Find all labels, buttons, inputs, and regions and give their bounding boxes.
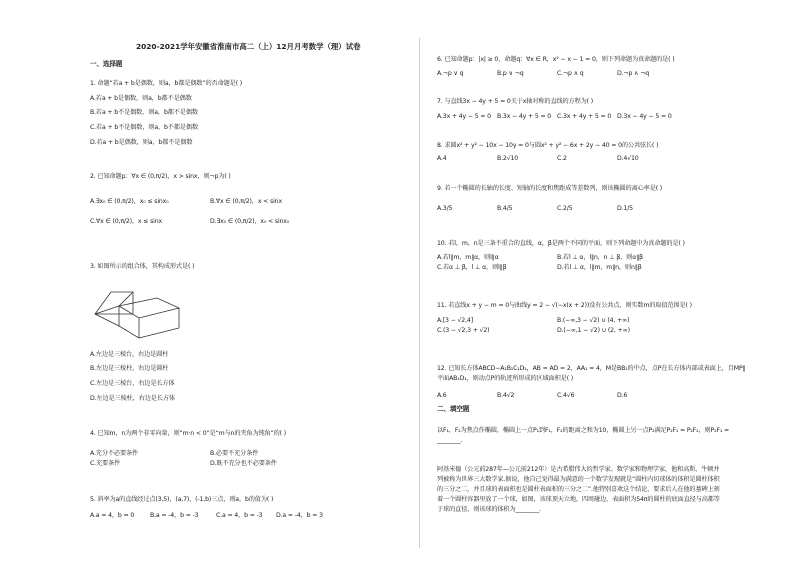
question-4-option-c: C.充要条件: [90, 460, 121, 467]
question-2-option-d: D.∃x₀ ∈ (0,π/2)，x₀ < sinx₀: [210, 218, 290, 225]
question-8-stem: 8. 求圆x² + y² − 10x − 10y = 0与圆x² + y² − 6x + 2y − 40 = 0的公共弦长( ): [437, 142, 659, 149]
question-12-option-a: A.6: [437, 392, 447, 399]
question-3-option-d: D.左边是三棱柱，右边是长方体: [90, 395, 175, 402]
question-9-option-b: B.4/5: [497, 205, 513, 212]
question-1-option-a: A.若a + b是偶数，则a，b都不是偶数: [90, 95, 192, 102]
question-6-stem: 6. 已知命题p：|x| ≥ 0，命题q：∀x ∈ R，x² − x − 1 = 0，则下列命题为真命题的是( ): [437, 56, 675, 63]
question-4-option-d: D.既不充分也不必要条件: [210, 460, 277, 467]
question-8-option-b: B.2√10: [497, 155, 519, 162]
question-12-option-c: C.4√6: [557, 392, 575, 399]
question-6-option-c: C.¬p ∧ q: [557, 70, 584, 77]
question-2-option-c: C.∀x ∈ (0,π/2)，x ≤ sinx: [90, 218, 163, 225]
question-12-option-b: B.4√2: [497, 392, 515, 399]
question-2-stem: 2. 已知命题p：∀x ∈ (0,π/2)，x > sinx，则¬p为( ): [90, 173, 231, 180]
question-1-option-d: D.若a + b是偶数，则a，b都不是偶数: [90, 139, 193, 146]
composite-solid-figure: [93, 278, 183, 340]
question-9-option-d: D.1/5: [617, 205, 633, 212]
question-5-option-d: D.a = -4，b = 3: [276, 512, 323, 519]
question-7-stem: 7. 与直线3x − 4y + 5 = 0关于x轴对称的直线的方程为( ): [437, 98, 594, 105]
question-6-option-b: B.p ∨ ¬q: [497, 70, 524, 77]
question-9-stem: 9. 若一个椭圆的长轴的长度、短轴的长度和焦距成等差数列，则该椭圆的离心率是( ): [437, 185, 663, 192]
question-5-stem: 5. 斜率为a的直线经过点(3,5)，(a,7)，(-1,b)三点，则a，b的值为( ): [90, 496, 274, 503]
question-7-option-d: D.3x − 4y − 5 = 0: [617, 113, 672, 120]
question-14-line-4: 着一个圆柱容器里放了一个球，如图，该球顶天立地，四周碰边，表面积为54π的圆柱的底面直径与高都等: [437, 496, 720, 503]
question-13-line-1: 以F₁，F₂为焦点作椭圆，椭圆上一点P₁到F₁，F₂的距离之和为10，椭圆上另一点P₂满足P₂F₁ = P₂F₂，则P₂F₁ =: [437, 427, 730, 434]
question-2-option-a: A.∃x₀ ∈ (0,π/2)，x₀ ≤ sinx₀: [90, 198, 169, 205]
question-11-option-d: D.(−∞,1 − √2) ∪ (2, +∞): [557, 327, 630, 334]
question-4-stem: 4. 已知m，n为两个非零向量，则“m·n < 0”是“m与n的夹角为钝角”的( ): [90, 430, 286, 437]
question-1-option-c: C.若a + b不是偶数，则a，b不都是偶数: [90, 124, 198, 131]
question-12-option-d: D.6: [617, 392, 628, 399]
question-3-stem: 3. 如图所示的组合体，其构成形式是( ): [90, 263, 195, 270]
question-10-option-b: B.若l ⊥ α，l∥n，n ⊥ β，则α∥β: [557, 254, 643, 261]
question-12-stem-line-2: 平面AB₁D₁，则动点P的轨迹所形成的区域面积是( ): [437, 375, 574, 382]
question-6-option-a: A.¬p ∨ q: [437, 70, 464, 77]
column-divider: [419, 38, 420, 548]
question-13-line-2: ________.: [437, 437, 463, 444]
question-2-option-b: B.∀x ∈ (0,π/2)，x < sinx: [210, 198, 282, 205]
question-9-option-c: C.2/5: [557, 205, 573, 212]
question-12-stem-line-1: 12. 已知长方体ABCD−A₁B₁C₁D₁，AB = AD = 2，AA₁ = 4，M是BB₁的中点，点P在长方体内部或表面上，且MP∥: [437, 365, 746, 372]
question-14-line-2: 列被称为世界三大数学家.据说，他自己觉得最为满意的一个数学发现就是“圆柱内切球体的体积是圆柱体积: [437, 476, 720, 483]
section-fill-heading: 二、填空题: [437, 405, 470, 413]
question-7-option-b: B.3x − 4y + 5 = 0: [497, 113, 552, 120]
question-11-stem: 11. 若直线x + y − m = 0与曲线y = 2 − √(−x(x + 2))没有公共点，则实数m的取值范围是( ): [437, 302, 692, 309]
question-8-option-c: C.2: [557, 155, 567, 162]
question-10-stem: 10. 若l，m，n是三条不重合的直线，α，β是两个不同的平面，则下列命题中为真命题的是( ): [437, 240, 685, 247]
question-10-option-c: C.若α ⊥ β，l ⊥ α，则l∥β: [437, 264, 507, 271]
question-3-option-b: B.左边是三棱柱，右边是圆柱: [90, 365, 169, 372]
question-8-option-a: A.4: [437, 155, 447, 162]
question-7-option-c: C.3x + 4y + 5 = 0: [557, 113, 612, 120]
page-title: 2020-2021学年安徽省淮南市高二（上）12月月考数学（理）试卷: [136, 42, 361, 51]
question-6-option-d: D.¬p ∧ ¬q: [617, 70, 650, 77]
question-11-option-a: A.[3 − √2,4]: [437, 317, 473, 324]
question-14-line-1: 阿基米德（公元前287年—公元前212年）是古希腊伟大的哲学家、数学家和物理学家，他和高斯、牛顿并: [437, 466, 720, 473]
question-5-option-b: B.a = -4，b = -3: [150, 512, 199, 519]
question-4-option-b: B.必要不充分条件: [210, 450, 259, 457]
question-14-line-5: 于球的直径，则该球的体积为________.: [437, 506, 541, 513]
question-11-option-c: C.(3 − √2,3 + √2): [437, 327, 490, 334]
question-10-option-a: A.若l∥m，m∥α，则l∥α: [437, 254, 499, 261]
question-3-option-c: C.左边是三棱台，右边是长方体: [90, 380, 175, 387]
question-9-option-a: A.3/5: [437, 205, 453, 212]
question-5-option-a: A.a = 4，b = 0: [90, 512, 135, 519]
question-5-option-c: C.a = 4，b = -3: [216, 512, 263, 519]
question-1-option-b: B.若a + b不是偶数，则a，b都不是偶数: [90, 109, 198, 116]
section-choice-heading: 一、选择题: [90, 60, 123, 68]
question-8-option-d: D.4√10: [617, 155, 639, 162]
question-11-option-b: B.(−∞,3 − √2) ∪ (4, +∞): [557, 317, 630, 324]
question-10-option-d: D.若l ⊥ α，l∥m，m∥n，则n∥β: [557, 264, 642, 271]
question-3-option-a: A.左边是三棱台，右边是圆柱: [90, 351, 169, 358]
question-1-stem: 1. 命题“若a + b是偶数，则a，b都是偶数”的否命题是( ): [90, 80, 243, 87]
question-14-line-3: 的三分之二，并且球的表面积也是圆柱表面积的三分之二”.他特别喜欢这个结论，要求后人在他的墓碑上刻: [437, 486, 720, 493]
question-7-option-a: A.3x + 4y − 5 = 0: [437, 113, 491, 120]
question-4-option-a: A.充分不必要条件: [90, 450, 139, 457]
